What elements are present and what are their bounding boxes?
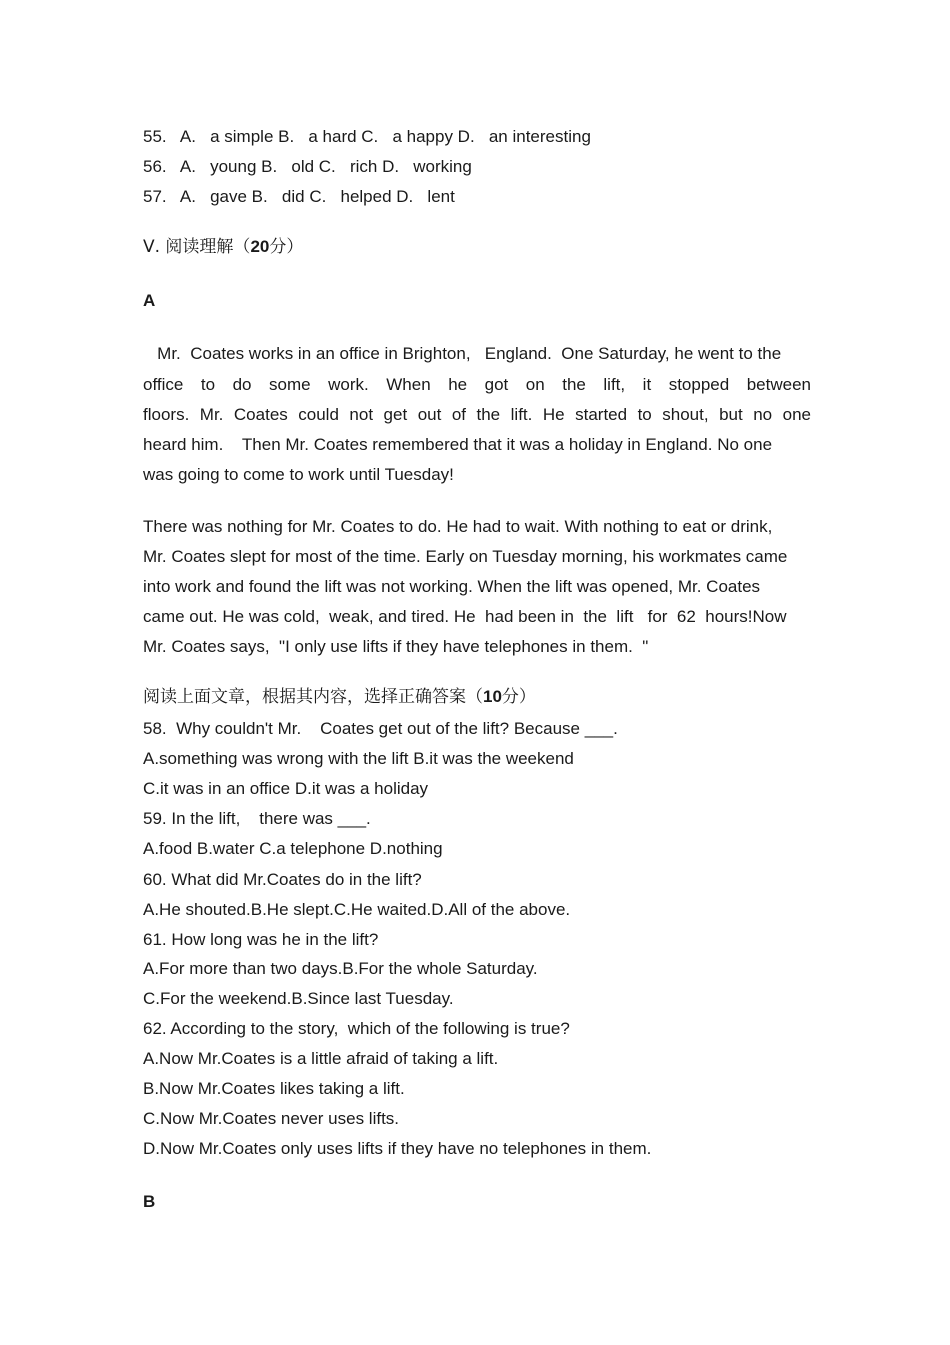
question-62-option-a: A.Now Mr.Coates is a little afraid of taking a lift.	[143, 1049, 499, 1068]
question-59-options: A.food B.water C.a telephone D.nothing	[143, 839, 443, 858]
passage-label-b: B	[143, 1192, 156, 1211]
passage-a-para1-line-3: floors. Mr. Coates could not get out of the lift. He started to shout, but no one	[143, 405, 811, 424]
question-62-option-d: D.Now Mr.Coates only uses lifts if they have no telephones in them.	[143, 1139, 652, 1158]
question-62-option-b: B.Now Mr.Coates likes taking a lift.	[143, 1079, 405, 1098]
question-61: 61. How long was he in the lift?	[143, 930, 379, 949]
option-line-55: 55. A. a simple B. a hard C. a happy D. an interesting	[143, 127, 591, 146]
question-58-options-cd: C.it was in an office D.it was a holiday	[143, 779, 429, 798]
passage-a-para1-line-1: Mr. Coates works in an office in Brighton, England. One Saturday, he went to the	[143, 344, 782, 363]
passage-a-para2-line-2: Mr. Coates slept for most of the time. Early on Tuesday morning, his workmates came	[143, 547, 788, 566]
question-61-options-cd: C.For the weekend.B.Since last Tuesday.	[143, 989, 454, 1008]
section-heading	[143, 236, 303, 258]
passage-a-para1-line-2: office to do some work. When he got on the lift, it stopped between	[143, 375, 811, 394]
question-62-option-c: C.Now Mr.Coates never uses lifts.	[143, 1109, 400, 1128]
option-line-56: 56. A. young B. old C. rich D. working	[143, 157, 472, 176]
passage-a-para2-line-3: into work and found the lift was not working. When the lift was opened, Mr. Coates	[143, 577, 761, 596]
section-heading-score: 20	[250, 237, 270, 256]
reading-instruction	[143, 686, 536, 708]
question-58-options-ab: A.something was wrong with the lift B.it was the weekend	[143, 749, 574, 768]
passage-a-para1-line-5: was going to come to work until Tuesday!	[143, 465, 454, 484]
option-line-57: 57. A. gave B. did C. helped D. lent	[143, 187, 455, 206]
instruction-prefix: 阅读上面文章，根据其内容，选择正确答案（	[143, 687, 483, 707]
passage-a-para2-line-4: came out. He was cold, weak, and tired. He had been in the lift for 62 hours!Now	[143, 607, 787, 626]
passage-a-para1-line-4: heard him. Then Mr. Coates remembered that it was a holiday in England. No one	[143, 435, 773, 454]
question-59: 59. In the lift, there was ___.	[143, 809, 371, 828]
section-heading-suffix: 分）	[269, 237, 304, 257]
passage-a-para2-line-1: There was nothing for Mr. Coates to do. He had to wait. With nothing to eat or drink,	[143, 517, 773, 536]
question-60: 60. What did Mr.Coates do in the lift?	[143, 870, 422, 889]
instruction-suffix: 分）	[501, 687, 536, 707]
passage-label-a: A	[143, 291, 156, 310]
question-62: 62. According to the story, which of the following is true?	[143, 1019, 570, 1038]
instruction-score: 10	[483, 687, 502, 706]
section-heading-prefix: Ⅴ. 阅读理解（	[143, 237, 251, 257]
question-60-options: A.He shouted.B.He slept.C.He waited.D.All of the above.	[143, 900, 571, 919]
question-58: 58. Why couldn't Mr. Coates get out of the lift? Because ___.	[143, 719, 618, 738]
question-61-options-ab: A.For more than two days.B.For the whole Saturday.	[143, 959, 538, 978]
passage-a-para2-line-5: Mr. Coates says, "I only use lifts if they have telephones in them. "	[143, 637, 649, 656]
